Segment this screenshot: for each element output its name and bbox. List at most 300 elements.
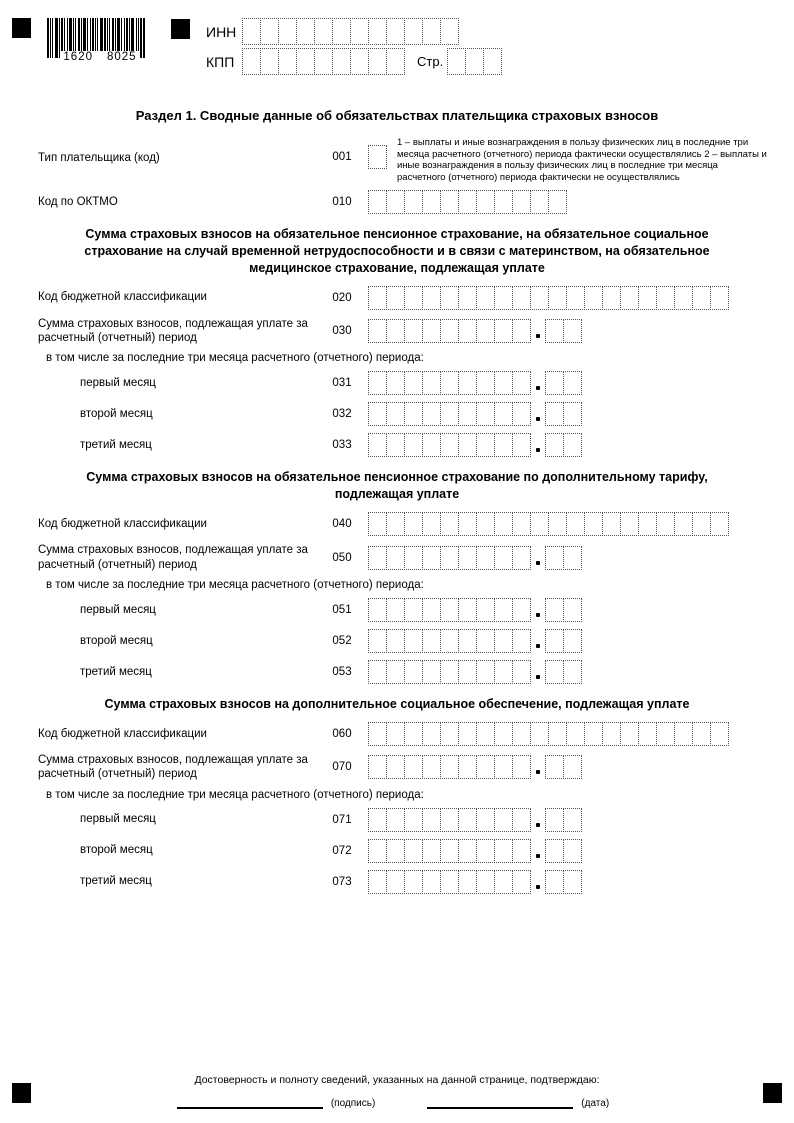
kopecks-cells	[545, 371, 582, 395]
input-cell[interactable]	[545, 870, 564, 894]
input-cell[interactable]	[350, 48, 369, 75]
input-cell[interactable]	[422, 755, 441, 779]
input-cell[interactable]	[512, 286, 531, 310]
input-cell[interactable]	[386, 190, 405, 214]
input-cell[interactable]	[422, 660, 441, 684]
section-pension-additional-tariff	[0, 469, 794, 684]
input-cell[interactable]	[465, 48, 484, 75]
input-cell[interactable]	[422, 808, 441, 832]
input-cell[interactable]	[386, 286, 405, 310]
input-cell[interactable]	[692, 286, 711, 310]
month2-row	[0, 629, 794, 653]
months-note: в том числе за последние три месяца расчетного (отчетного) периода:	[46, 578, 424, 591]
input-cell[interactable]	[620, 286, 639, 310]
input-cell[interactable]	[512, 433, 531, 457]
signature-line[interactable]	[177, 1095, 323, 1109]
input-cell[interactable]	[545, 808, 564, 832]
input-cell[interactable]	[440, 660, 459, 684]
kpp-label: КПП	[206, 53, 235, 70]
month1-label: первый месяц	[80, 603, 156, 616]
input-cell[interactable]	[530, 722, 549, 746]
input-cell[interactable]	[350, 18, 369, 45]
input-cell[interactable]	[422, 546, 441, 570]
input-cell[interactable]	[656, 512, 675, 536]
input-cell[interactable]	[440, 18, 459, 45]
input-cell[interactable]	[368, 433, 387, 457]
input-cell[interactable]	[566, 512, 585, 536]
input-cell[interactable]	[458, 755, 477, 779]
input-cell[interactable]	[440, 629, 459, 653]
input-cell[interactable]	[584, 286, 603, 310]
input-cell[interactable]	[242, 48, 261, 75]
input-cell[interactable]	[563, 755, 582, 779]
input-cell[interactable]	[638, 722, 657, 746]
page-number-label: Стр.	[417, 54, 444, 69]
id-fields	[206, 18, 502, 78]
input-cell[interactable]	[674, 512, 693, 536]
input-cell[interactable]	[242, 18, 261, 45]
month3-label: третий месяц	[80, 875, 152, 888]
input-cell[interactable]	[512, 722, 531, 746]
input-cell[interactable]	[545, 319, 564, 343]
field-071-value	[368, 808, 582, 832]
input-cell[interactable]	[512, 402, 531, 426]
input-cell[interactable]	[692, 512, 711, 536]
field-032-value	[368, 402, 582, 426]
input-cell[interactable]	[476, 870, 495, 894]
input-cell[interactable]	[566, 722, 585, 746]
kopecks-cells	[545, 660, 582, 684]
input-cell[interactable]	[494, 722, 513, 746]
input-cell[interactable]	[545, 402, 564, 426]
kopecks-cells	[545, 546, 582, 570]
kbk-label: Код бюджетной классификации	[38, 291, 207, 304]
field-070-code: 070	[332, 761, 352, 774]
input-cell[interactable]	[512, 598, 531, 622]
input-cell[interactable]	[563, 371, 582, 395]
decimal-separator	[536, 334, 540, 338]
field-073-value	[368, 870, 582, 894]
input-cell[interactable]	[404, 598, 423, 622]
input-cell[interactable]	[692, 722, 711, 746]
input-cell[interactable]	[440, 319, 459, 343]
signature-row	[0, 1095, 794, 1109]
input-cell[interactable]	[458, 660, 477, 684]
input-cell[interactable]	[368, 808, 387, 832]
input-cell[interactable]	[386, 512, 405, 536]
form-header	[0, 0, 794, 78]
input-cell[interactable]	[512, 319, 531, 343]
input-cell[interactable]	[512, 660, 531, 684]
section-heading: Сумма страховых взносов на обязательное пенсионное страхование, на обязательное социальное страхование на случай временной нетрудоспособности и в связи с материнством, на обязательное медицинское страхование, подлежащая уплате	[84, 227, 710, 275]
input-cell[interactable]	[512, 546, 531, 570]
input-cell[interactable]	[440, 433, 459, 457]
rubles-cells	[368, 546, 531, 570]
input-cell[interactable]	[458, 808, 477, 832]
input-cell[interactable]	[602, 722, 621, 746]
input-cell[interactable]	[530, 512, 549, 536]
input-cell[interactable]	[458, 190, 477, 214]
input-cell[interactable]	[476, 371, 495, 395]
input-cell[interactable]	[476, 598, 495, 622]
input-cell[interactable]	[548, 286, 567, 310]
input-cell[interactable]	[440, 808, 459, 832]
input-cell[interactable]	[440, 546, 459, 570]
input-cell[interactable]	[548, 190, 567, 214]
input-cell[interactable]	[422, 598, 441, 622]
decimal-separator	[536, 644, 540, 648]
input-cell[interactable]	[545, 629, 564, 653]
input-cell[interactable]	[422, 870, 441, 894]
input-cell[interactable]	[494, 319, 513, 343]
input-cell[interactable]	[494, 870, 513, 894]
input-cell[interactable]	[545, 433, 564, 457]
input-cell[interactable]	[386, 839, 405, 863]
input-cell[interactable]	[314, 48, 333, 75]
input-cell[interactable]	[545, 839, 564, 863]
input-cell[interactable]	[386, 660, 405, 684]
input-cell[interactable]	[368, 319, 387, 343]
input-cell[interactable]	[530, 286, 549, 310]
input-cell[interactable]	[563, 598, 582, 622]
input-cell[interactable]	[494, 433, 513, 457]
input-cell[interactable]	[476, 546, 495, 570]
input-cell[interactable]	[548, 722, 567, 746]
input-cell[interactable]	[260, 48, 279, 75]
input-cell[interactable]	[494, 512, 513, 536]
input-cell[interactable]	[278, 48, 297, 75]
input-cell[interactable]	[368, 755, 387, 779]
input-cell[interactable]	[602, 512, 621, 536]
input-cell[interactable]	[422, 286, 441, 310]
kopecks-cells	[545, 319, 582, 343]
signature-caption: (подпись)	[330, 1098, 376, 1109]
input-cell[interactable]	[260, 18, 279, 45]
input-cell[interactable]	[440, 402, 459, 426]
input-cell[interactable]	[368, 371, 387, 395]
input-cell[interactable]	[545, 755, 564, 779]
input-cell[interactable]	[638, 286, 657, 310]
input-cell[interactable]	[422, 190, 441, 214]
registration-mark-top-left	[12, 18, 31, 38]
input-cell[interactable]	[386, 598, 405, 622]
input-cell[interactable]	[404, 190, 423, 214]
input-cell[interactable]	[545, 660, 564, 684]
input-cell[interactable]	[458, 319, 477, 343]
input-cell[interactable]	[563, 870, 582, 894]
input-cell[interactable]	[314, 18, 333, 45]
input-cell[interactable]	[710, 512, 729, 536]
inn-field	[242, 18, 459, 45]
input-cell[interactable]	[386, 870, 405, 894]
input-cell[interactable]	[386, 433, 405, 457]
input-cell[interactable]	[386, 371, 405, 395]
input-cell[interactable]	[368, 598, 387, 622]
input-cell[interactable]	[404, 433, 423, 457]
kopecks-cells	[545, 755, 582, 779]
input-cell[interactable]	[440, 512, 459, 536]
field-051-value	[368, 598, 582, 622]
input-cell[interactable]	[494, 190, 513, 214]
input-cell[interactable]	[494, 808, 513, 832]
input-cell[interactable]	[278, 18, 297, 45]
input-cell[interactable]	[476, 629, 495, 653]
rubles-cells	[368, 371, 531, 395]
input-cell[interactable]	[386, 546, 405, 570]
input-cell[interactable]	[545, 371, 564, 395]
rubles-cells	[368, 660, 531, 684]
month3-row	[0, 660, 794, 684]
input-cell[interactable]	[620, 722, 639, 746]
input-cell[interactable]	[368, 839, 387, 863]
input-cell[interactable]	[404, 722, 423, 746]
input-cell[interactable]	[386, 319, 405, 343]
input-cell[interactable]	[422, 839, 441, 863]
input-cell[interactable]	[512, 839, 531, 863]
rubles-cells	[368, 755, 531, 779]
rubles-cells	[368, 870, 531, 894]
input-cell[interactable]	[563, 319, 582, 343]
input-cell[interactable]	[476, 402, 495, 426]
field-030-value	[368, 319, 582, 343]
input-cell[interactable]	[494, 629, 513, 653]
input-cell[interactable]	[440, 755, 459, 779]
input-cell[interactable]	[476, 808, 495, 832]
kbk-row	[0, 512, 794, 536]
input-cell[interactable]	[512, 870, 531, 894]
input-cell[interactable]	[368, 190, 387, 214]
input-cell[interactable]	[458, 371, 477, 395]
input-cell[interactable]	[476, 433, 495, 457]
field-001-code: 001	[332, 151, 352, 163]
input-cell[interactable]	[563, 839, 582, 863]
input-cell[interactable]	[476, 286, 495, 310]
kpp-field	[242, 48, 405, 75]
input-cell[interactable]	[512, 629, 531, 653]
input-cell[interactable]	[404, 870, 423, 894]
field-030-code: 030	[332, 325, 352, 337]
payer-type-row	[0, 137, 794, 183]
input-cell[interactable]	[404, 402, 423, 426]
section-additional-social-security	[0, 696, 794, 894]
input-cell[interactable]	[386, 755, 405, 779]
month1-row	[0, 808, 794, 832]
kopecks-cells	[545, 870, 582, 894]
input-cell[interactable]	[638, 512, 657, 536]
input-cell[interactable]	[494, 546, 513, 570]
input-cell[interactable]	[368, 629, 387, 653]
input-cell[interactable]	[422, 629, 441, 653]
input-cell[interactable]	[440, 286, 459, 310]
input-cell[interactable]	[440, 870, 459, 894]
total-amount-label: Сумма страховых взносов, подлежащая уплате за расчетный (отчетный) период	[38, 753, 308, 781]
input-cell[interactable]	[368, 48, 387, 75]
input-cell[interactable]	[494, 598, 513, 622]
rubles-cells	[368, 839, 531, 863]
field-020-code: 020	[332, 291, 352, 304]
input-cell[interactable]	[476, 512, 495, 536]
field-050-code: 050	[332, 551, 352, 564]
input-cell[interactable]	[563, 546, 582, 570]
input-cell[interactable]	[440, 190, 459, 214]
input-cell[interactable]	[512, 755, 531, 779]
payer-type-label: Тип плательщика (код)	[38, 152, 160, 164]
input-cell[interactable]	[458, 598, 477, 622]
kbk-label: Код бюджетной классификации	[38, 727, 207, 740]
kpp-row	[206, 48, 502, 75]
input-cell[interactable]	[458, 402, 477, 426]
input-cell[interactable]	[422, 319, 441, 343]
input-cell[interactable]	[476, 660, 495, 684]
input-cell[interactable]	[386, 808, 405, 832]
input-cell[interactable]	[404, 512, 423, 536]
input-cell[interactable]	[404, 18, 423, 45]
input-cell[interactable]	[422, 512, 441, 536]
input-cell[interactable]	[404, 546, 423, 570]
input-cell[interactable]	[386, 48, 405, 75]
input-cell[interactable]	[476, 839, 495, 863]
rubles-cells	[368, 433, 531, 457]
input-cell[interactable]	[458, 433, 477, 457]
input-cell[interactable]	[483, 48, 502, 75]
input-cell[interactable]	[530, 190, 549, 214]
input-cell[interactable]	[440, 371, 459, 395]
input-cell[interactable]	[440, 722, 459, 746]
total-amount-label: Сумма страховых взносов, подлежащая уплате за расчетный (отчетный) период	[38, 544, 308, 571]
decimal-separator	[536, 448, 540, 452]
input-cell[interactable]	[368, 722, 387, 746]
input-cell[interactable]	[476, 190, 495, 214]
field-053-code: 053	[332, 665, 352, 678]
input-cell[interactable]	[422, 18, 441, 45]
input-cell[interactable]	[440, 598, 459, 622]
input-cell[interactable]	[368, 512, 387, 536]
decimal-separator	[536, 823, 540, 827]
input-cell[interactable]	[422, 433, 441, 457]
input-cell[interactable]	[476, 319, 495, 343]
input-cell[interactable]	[494, 660, 513, 684]
input-cell[interactable]	[368, 870, 387, 894]
input-cell[interactable]	[674, 722, 693, 746]
input-cell[interactable]	[422, 402, 441, 426]
field-072-value	[368, 839, 582, 863]
input-cell[interactable]	[674, 286, 693, 310]
input-cell[interactable]	[512, 371, 531, 395]
input-cell[interactable]	[368, 402, 387, 426]
input-cell[interactable]	[404, 808, 423, 832]
input-cell[interactable]	[710, 722, 729, 746]
input-cell[interactable]	[404, 755, 423, 779]
input-cell[interactable]	[368, 546, 387, 570]
section-heading: Сумма страховых взносов на обязательное пенсионное страхование по дополнительному тарифу, подлежащая уплате	[86, 470, 708, 502]
input-cell[interactable]	[512, 512, 531, 536]
input-cell[interactable]	[563, 402, 582, 426]
input-cell[interactable]	[404, 660, 423, 684]
input-cell[interactable]	[494, 755, 513, 779]
input-cell[interactable]	[563, 808, 582, 832]
kopecks-cells	[545, 808, 582, 832]
registration-mark-bottom-right	[763, 1083, 782, 1103]
input-cell[interactable]	[386, 18, 405, 45]
barcode-digits-right: 8025	[107, 51, 137, 63]
input-cell[interactable]	[296, 18, 315, 45]
input-cell[interactable]	[710, 286, 729, 310]
input-cell[interactable]	[296, 48, 315, 75]
input-cell[interactable]	[656, 286, 675, 310]
input-cell[interactable]	[545, 546, 564, 570]
input-cell[interactable]	[368, 18, 387, 45]
input-cell[interactable]	[447, 48, 466, 75]
field-052-code: 052	[332, 634, 352, 647]
input-cell[interactable]	[563, 660, 582, 684]
input-cell[interactable]	[332, 48, 351, 75]
decimal-separator	[536, 885, 540, 889]
input-cell[interactable]	[602, 286, 621, 310]
input-cell[interactable]	[458, 870, 477, 894]
input-cell[interactable]	[566, 286, 585, 310]
kbk-row	[0, 286, 794, 310]
input-cell[interactable]	[458, 722, 477, 746]
input-cell[interactable]	[458, 546, 477, 570]
month2-label: второй месяц	[80, 408, 153, 421]
input-cell[interactable]	[458, 839, 477, 863]
input-cell[interactable]	[332, 18, 351, 45]
input-cell[interactable]	[548, 512, 567, 536]
input-cell[interactable]	[422, 371, 441, 395]
input-cell[interactable]	[386, 629, 405, 653]
input-cell[interactable]	[404, 839, 423, 863]
month1-label: первый месяц	[80, 813, 156, 826]
input-cell[interactable]	[458, 286, 477, 310]
input-cell[interactable]	[476, 722, 495, 746]
input-cell[interactable]	[545, 598, 564, 622]
input-cell[interactable]	[368, 660, 387, 684]
input-cell[interactable]	[563, 433, 582, 457]
input-cell[interactable]	[386, 402, 405, 426]
rubles-cells	[368, 598, 531, 622]
input-cell[interactable]	[368, 286, 387, 310]
input-cell[interactable]	[440, 839, 459, 863]
input-cell[interactable]	[458, 512, 477, 536]
input-cell[interactable]	[494, 839, 513, 863]
input-cell[interactable]	[584, 722, 603, 746]
input-cell[interactable]	[368, 145, 387, 169]
input-cell[interactable]	[656, 722, 675, 746]
input-cell[interactable]	[494, 402, 513, 426]
input-cell[interactable]	[494, 286, 513, 310]
input-cell[interactable]	[422, 722, 441, 746]
kopecks-cells	[545, 598, 582, 622]
input-cell[interactable]	[584, 512, 603, 536]
input-cell[interactable]	[620, 512, 639, 536]
input-cell[interactable]	[404, 629, 423, 653]
input-cell[interactable]	[386, 722, 405, 746]
decimal-separator	[536, 854, 540, 858]
input-cell[interactable]	[512, 190, 531, 214]
input-cell[interactable]	[563, 629, 582, 653]
input-cell[interactable]	[404, 371, 423, 395]
input-cell[interactable]	[476, 755, 495, 779]
field-051-code: 051	[332, 603, 352, 616]
section1-title: Раздел 1. Сводные данные об обязательствах плательщика страховых взносов	[135, 108, 659, 123]
input-cell[interactable]	[494, 371, 513, 395]
input-cell[interactable]	[404, 319, 423, 343]
input-cell[interactable]	[512, 808, 531, 832]
input-cell[interactable]	[404, 286, 423, 310]
input-cell[interactable]	[458, 629, 477, 653]
date-line[interactable]	[427, 1095, 573, 1109]
section-pension-social-medical	[0, 226, 794, 457]
